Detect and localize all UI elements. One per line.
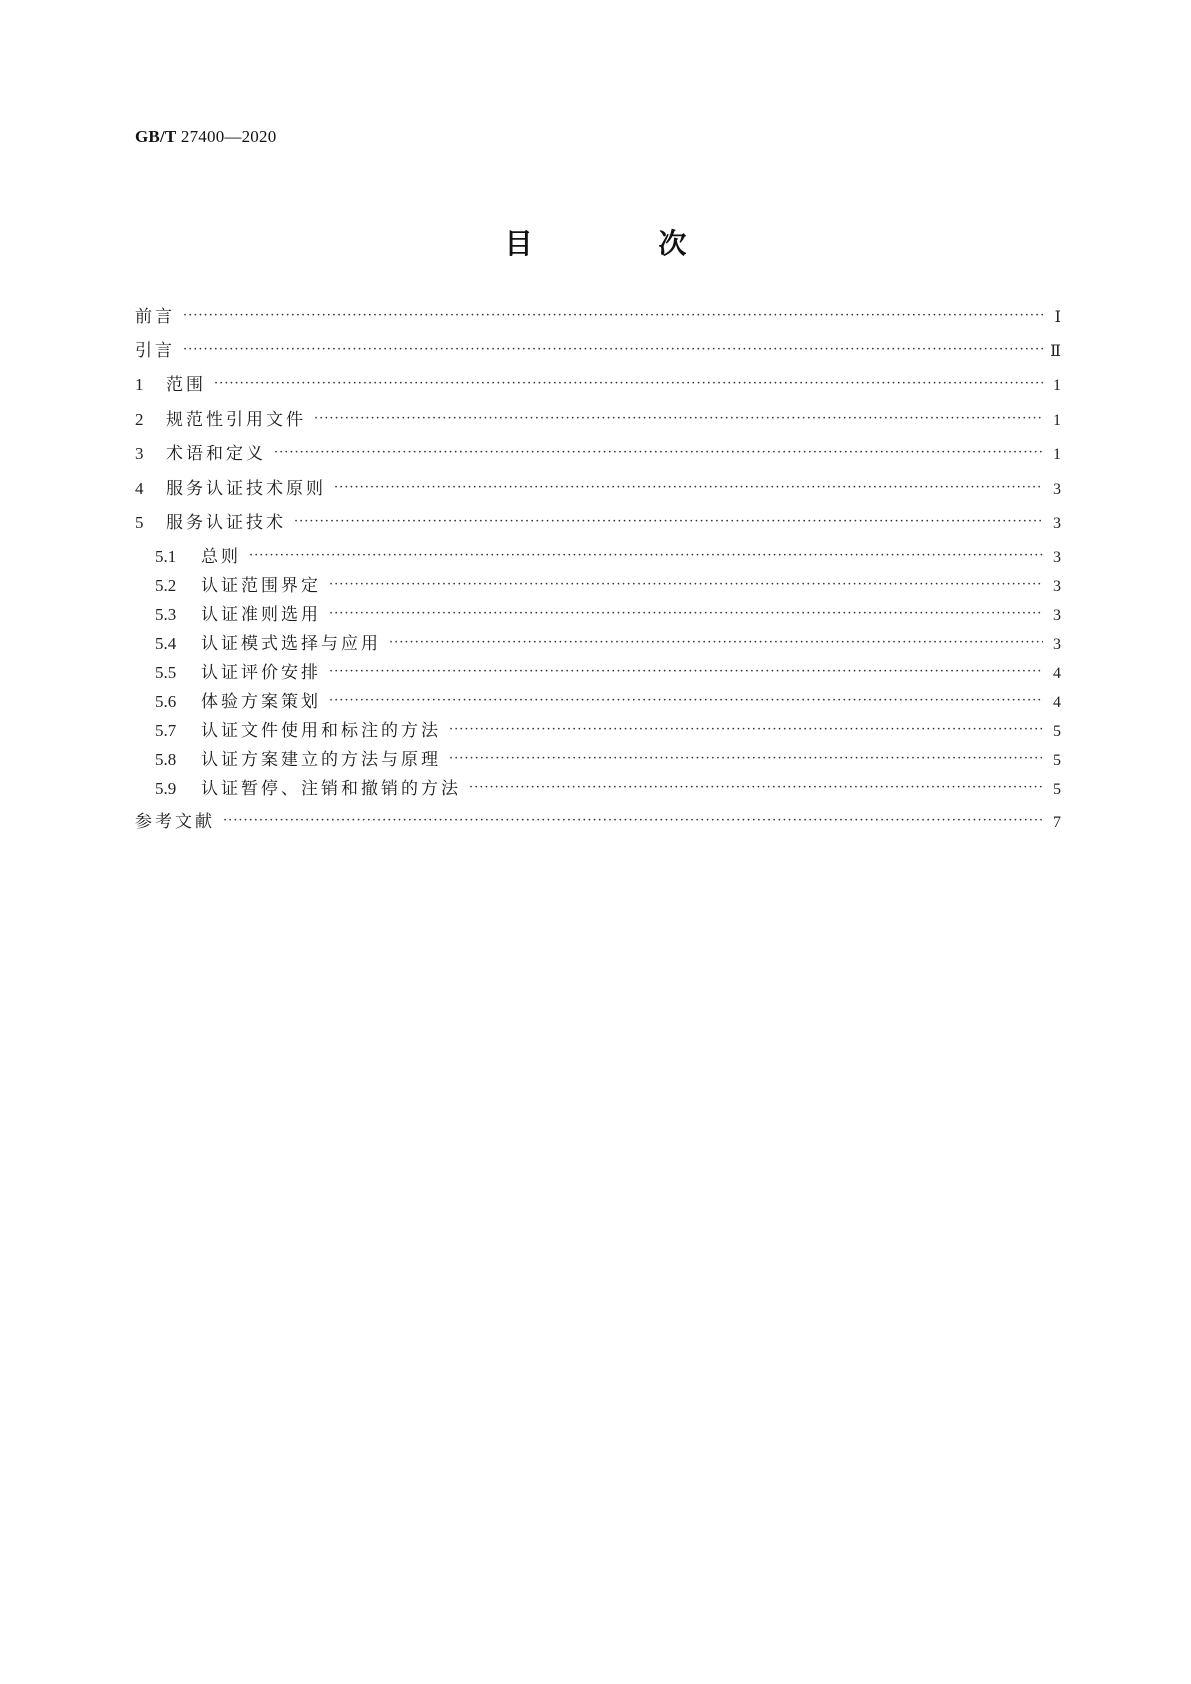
- toc-entry-label: 参考文献: [135, 812, 215, 832]
- toc-entry-number: 5.9: [155, 779, 177, 798]
- toc-entry-number: 1: [135, 375, 144, 394]
- toc-leader-dots: [449, 717, 1043, 743]
- toc-entry-number: 5.8: [155, 750, 177, 769]
- toc-entry-number: 3: [135, 444, 144, 463]
- toc-entry-label: 认证暂停、注销和撤销的方法: [201, 779, 461, 799]
- toc-leader-dots: [274, 440, 1043, 466]
- toc-entry-5-9[interactable]: [135, 776, 1061, 802]
- toc-entry-label: 体验方案策划: [201, 692, 321, 712]
- toc-entry-label: 范围: [166, 375, 206, 395]
- toc-entry-page: 3: [1053, 515, 1061, 532]
- document-code: [135, 127, 276, 147]
- toc-leader-dots: [223, 808, 1043, 834]
- toc-leader-dots: [449, 746, 1043, 772]
- standard-number: 27400—2020: [180, 127, 277, 146]
- toc-entry-label: 总则: [201, 547, 241, 567]
- toc-entry-label: 规范性引用文件: [166, 410, 306, 430]
- toc-entry-page: 4: [1053, 665, 1061, 682]
- toc-entry-page: 7: [1053, 814, 1061, 831]
- toc-entry-label: 认证文件使用和标注的方法: [201, 721, 441, 741]
- toc-entry-number: 4: [135, 479, 144, 498]
- toc-entry-page: Ⅰ: [1054, 309, 1061, 326]
- toc-entry-5-8[interactable]: [135, 747, 1061, 773]
- toc-entry-bibliography[interactable]: [135, 809, 1061, 835]
- toc-entry-page: 5: [1053, 752, 1061, 769]
- toc-entry-number: 5.5: [155, 663, 177, 682]
- toc-entry-2[interactable]: [135, 407, 1061, 433]
- toc-entry-5-3[interactable]: [135, 602, 1061, 628]
- toc-entry-page: 1: [1053, 412, 1061, 429]
- toc-entry-5-6[interactable]: [135, 689, 1061, 715]
- toc-leader-dots: [329, 688, 1043, 714]
- toc-entry-page: Ⅱ: [1050, 343, 1061, 360]
- toc-leader-dots: [329, 572, 1043, 598]
- toc-leader-dots: [314, 406, 1043, 432]
- toc-entry-page: 3: [1053, 481, 1061, 498]
- toc-leader-dots: [183, 303, 1043, 329]
- toc-leader-dots: [249, 543, 1043, 569]
- toc-entry-page: 4: [1053, 694, 1061, 711]
- toc-entry-page: 1: [1053, 446, 1061, 463]
- toc-entry-3[interactable]: [135, 441, 1061, 467]
- toc-entry-5-4[interactable]: [135, 631, 1061, 657]
- toc-entry-page: 3: [1053, 607, 1061, 624]
- toc-leader-dots: [329, 659, 1043, 685]
- toc-entry-label: 认证范围界定: [201, 576, 321, 596]
- toc-leader-dots: [334, 475, 1043, 501]
- toc-entry-label: 服务认证技术: [166, 513, 286, 533]
- toc-entry-page: 1: [1053, 377, 1061, 394]
- toc-entry-label: 前言: [135, 307, 175, 327]
- toc-entry-label: 认证方案建立的方法与原理: [201, 750, 441, 770]
- toc-entry-page: 3: [1053, 578, 1061, 595]
- standard-prefix: GB/T: [135, 127, 177, 146]
- toc-entry-page: 3: [1053, 549, 1061, 566]
- toc-entry-number: 5: [135, 513, 144, 532]
- toc-entry-number: 5.1: [155, 547, 177, 566]
- toc-leader-dots: [214, 371, 1043, 397]
- toc-leader-dots: [329, 601, 1043, 627]
- toc-entry-5-2[interactable]: [135, 573, 1061, 599]
- toc-entry-introduction[interactable]: [135, 338, 1061, 364]
- toc-entry-5-5[interactable]: [135, 660, 1061, 686]
- toc-entry-page: 5: [1053, 723, 1061, 740]
- toc-entry-label: 认证评价安排: [201, 663, 321, 683]
- toc-leader-dots: [389, 630, 1043, 656]
- toc-entry-5[interactable]: [135, 510, 1061, 536]
- toc-entry-number: 5.7: [155, 721, 177, 740]
- toc-entry-number: 2: [135, 410, 144, 429]
- toc-leader-dots: [469, 775, 1043, 801]
- toc-entry-page: 3: [1053, 636, 1061, 653]
- toc-entry-label: 服务认证技术原则: [166, 479, 326, 499]
- toc-entry-label: 认证模式选择与应用: [201, 634, 381, 654]
- toc-entry-page: 5: [1053, 781, 1061, 798]
- toc-entry-number: 5.6: [155, 692, 177, 711]
- toc-entry-label: 认证准则选用: [201, 605, 321, 625]
- toc-entry-label: 术语和定义: [166, 444, 266, 464]
- toc-entry-number: 5.4: [155, 634, 177, 653]
- toc-leader-dots: [294, 509, 1043, 535]
- toc-entry-number: 5.3: [155, 605, 177, 624]
- toc-entry-foreword[interactable]: [135, 304, 1061, 330]
- toc-entry-5-1[interactable]: [135, 544, 1061, 570]
- toc-entry-1[interactable]: [135, 372, 1061, 398]
- toc-entry-4[interactable]: [135, 476, 1061, 502]
- toc-leader-dots: [183, 337, 1043, 363]
- toc-entry-label: 引言: [135, 341, 175, 361]
- toc-entry-number: 5.2: [155, 576, 177, 595]
- toc-title: 目 次: [504, 227, 745, 260]
- toc-entry-5-7[interactable]: [135, 718, 1061, 744]
